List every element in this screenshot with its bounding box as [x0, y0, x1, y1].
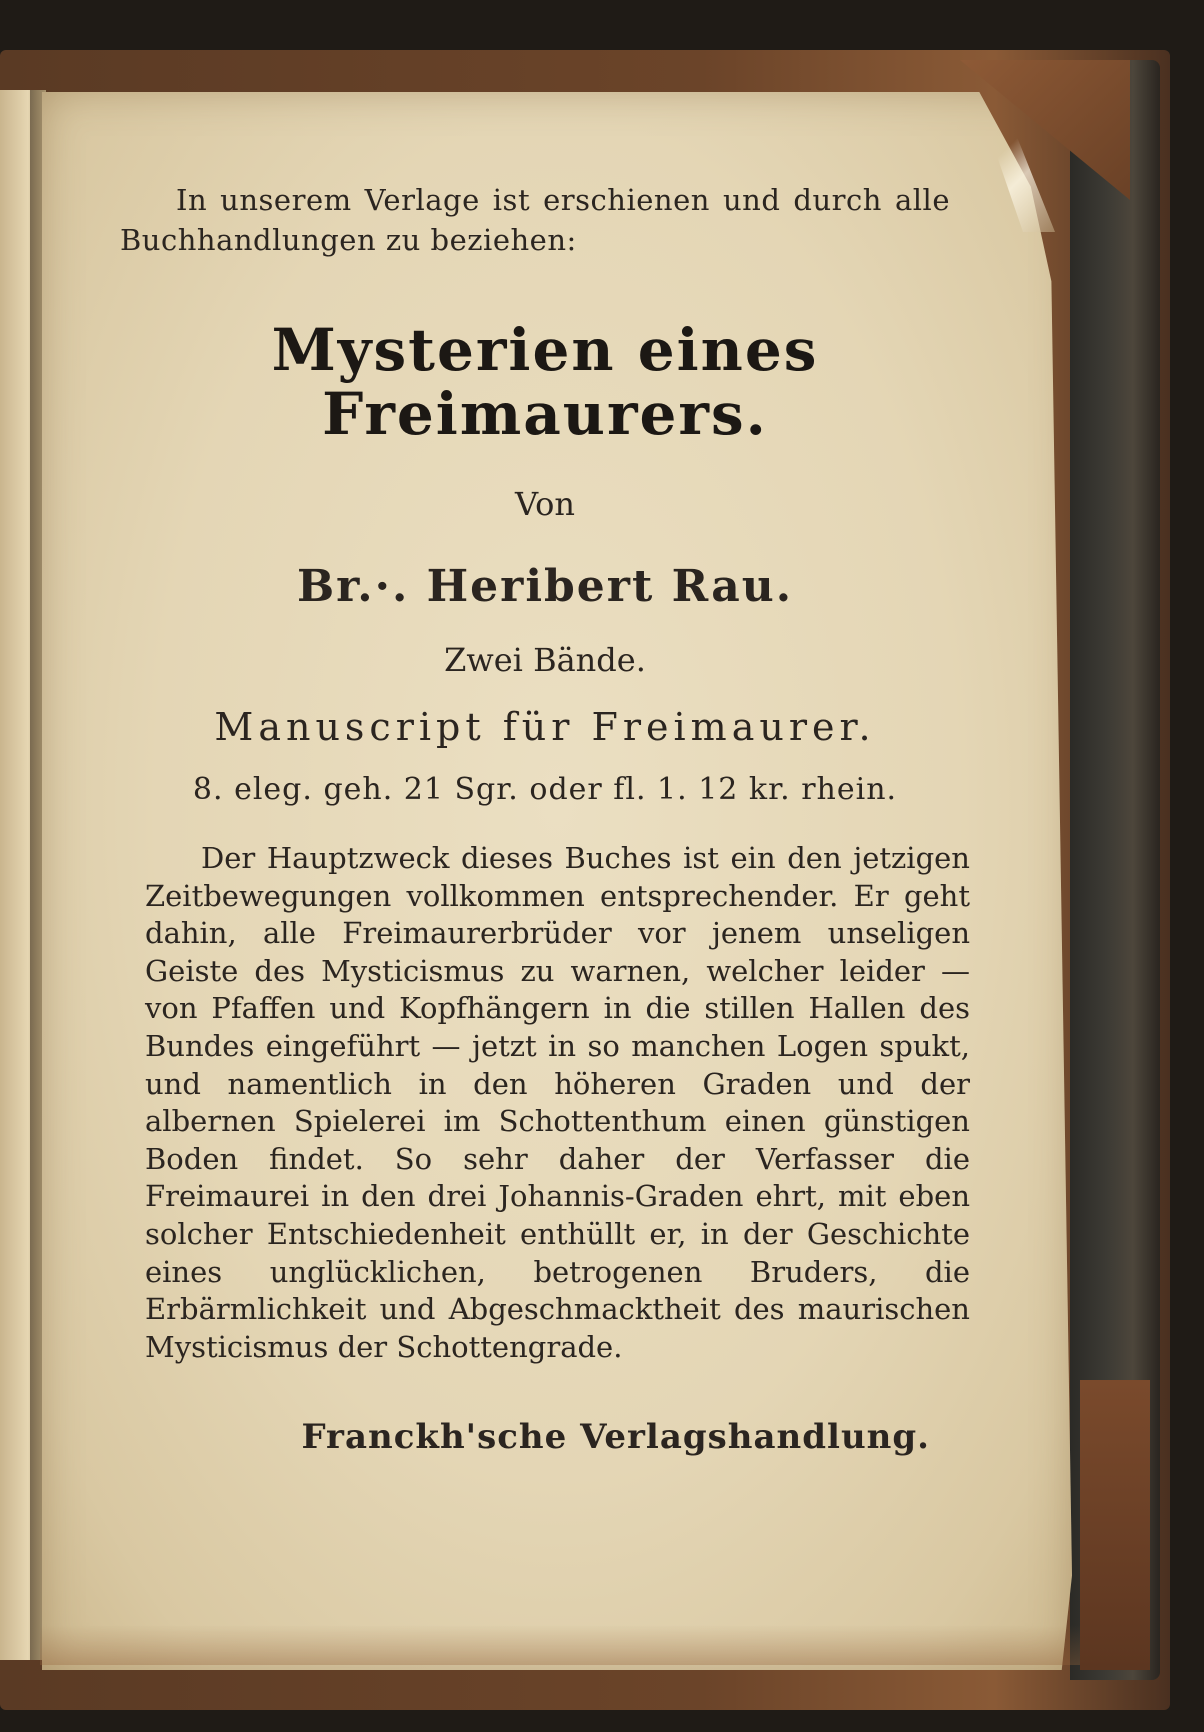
description-paragraph: Der Hauptzweck dieses Buches ist ein den jetzigen Zeitbewegungen vollkommen entsprechender. Er geht dahin, alle Freimaurerbrüder vor jenem unseligen Geiste des Mysticismus zu warnen, welcher leider — von Pfaffen und Kopfhängern in die stillen Hallen des Bundes eingeführt — jetzt in so manchen Logen spukt, und namentlich in den höheren Graden und der albernen Spielerei im Schottenthum einen günstigen Boden findet. So sehr daher der Verfasser die Freimaurei in den drei Johannis-Graden ehrt, mit eben solcher Entschiedenheit enthüllt er, in der Geschichte eines unglücklichen, betrogenen Bruders, die Erbärmlichkeit und Abgeschmacktheit des maurischen Mysticismus der Schottengrade. [145, 841, 970, 1364]
intro-line: In unserem Verlage ist erschienen und durch alle Buchhandlungen zu beziehen: [120, 183, 950, 257]
author-name: Br.·. Heribert Rau. [296, 561, 794, 612]
by-line: Von [514, 485, 576, 523]
price-line: 8. eleg. geh. 21 Sgr. oder fl. 1. 12 kr. rhein. [192, 772, 898, 807]
page-text [120, 180, 970, 1458]
leather-corner-bottom [1080, 1380, 1150, 1670]
page-bottom-stain [40, 1625, 1080, 1665]
volume-count: Zwei Bände. [444, 641, 646, 679]
publisher-name: Franckh'sche Verlagshandlung. [301, 1417, 930, 1458]
book-title: Mysterien eines Freimaurers. [271, 316, 819, 448]
book-subtitle: Manuscript für Freimaurer. [214, 705, 876, 749]
